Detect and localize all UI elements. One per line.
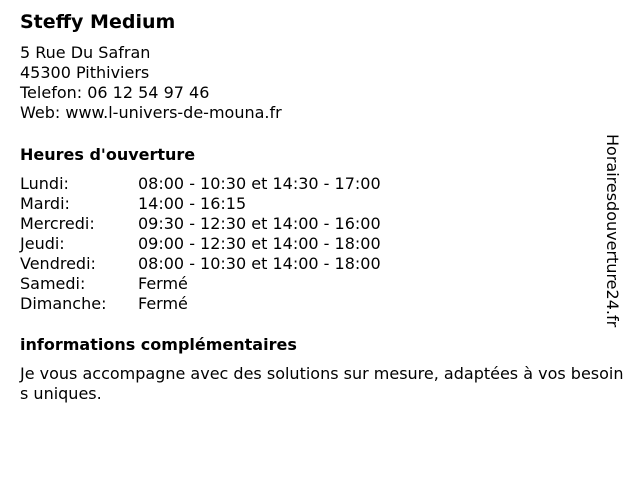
time-range: 08:00 - 10:30 et 14:00 - 18:00 [138, 254, 381, 273]
info-text: Je vous accompagne avec des solutions sur mesure, adaptées à vos besoins uniques. [20, 364, 624, 403]
day-label: Samedi: [20, 274, 86, 293]
street-address: 5 Rue Du Safran [20, 43, 151, 62]
hours-row-sunday [20, 294, 381, 314]
city-postal: 45300 Pithiviers [20, 63, 150, 82]
day-label: Vendredi: [20, 254, 96, 273]
time-range: 08:00 - 10:30 et 14:30 - 17:00 [138, 174, 381, 193]
phone-number: Telefon: 06 12 54 97 46 [20, 83, 210, 102]
hours-row-friday [20, 254, 381, 274]
day-label: Dimanche: [20, 294, 107, 313]
hours-row-thursday [20, 234, 381, 254]
hours-row-monday [20, 174, 381, 194]
day-label: Jeudi: [20, 234, 65, 253]
hours-row-saturday [20, 274, 381, 294]
time-range: Fermé [138, 294, 188, 313]
hours-row-tuesday [20, 194, 381, 214]
time-range: 14:00 - 16:15 [138, 194, 247, 213]
business-name: Steffy Medium [20, 11, 176, 33]
hours-row-wednesday [20, 214, 381, 234]
info-heading: informations complémentaires [20, 335, 297, 354]
hours-table [20, 174, 381, 314]
day-label: Mardi: [20, 194, 70, 213]
contact-block [20, 43, 282, 123]
day-label: Mercredi: [20, 214, 95, 233]
site-watermark: Horairesdouverture24.fr [603, 134, 622, 328]
website: Web: www.l-univers-de-mouna.fr [20, 103, 282, 122]
time-range: 09:00 - 12:30 et 14:00 - 18:00 [138, 234, 381, 253]
time-range: Fermé [138, 274, 188, 293]
time-range: 09:30 - 12:30 et 14:00 - 16:00 [138, 214, 381, 233]
day-label: Lundi: [20, 174, 69, 193]
hours-heading: Heures d'ouverture [20, 145, 196, 164]
